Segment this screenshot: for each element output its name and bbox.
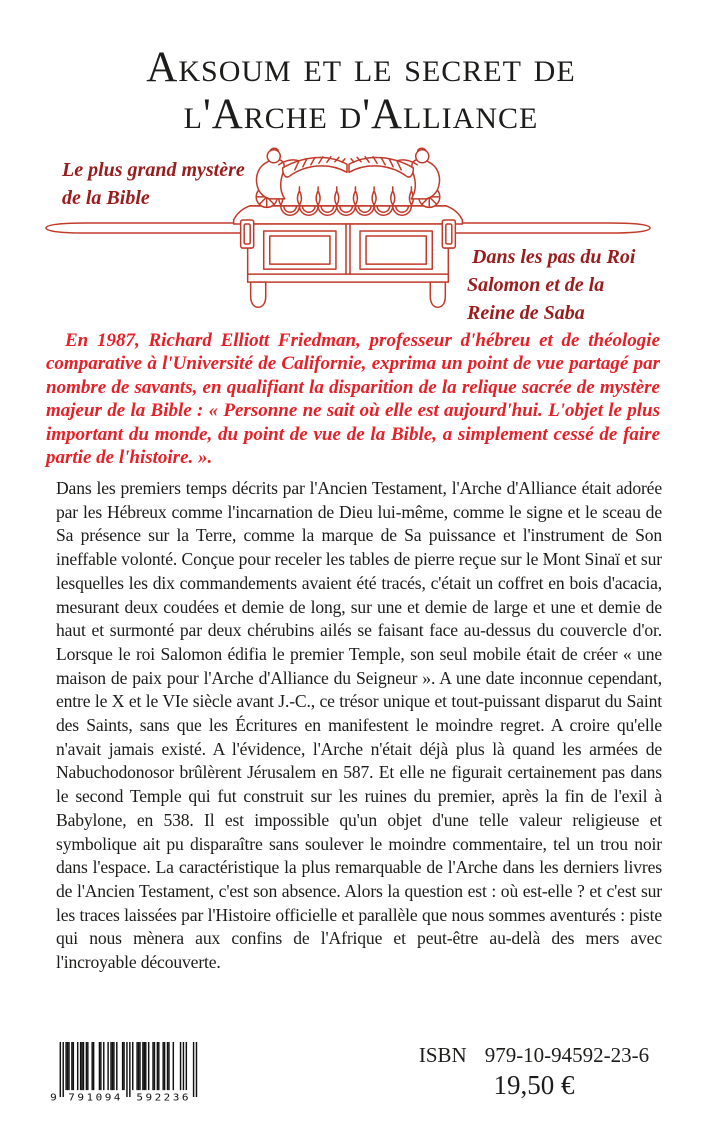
tagline-right-line-3: Reine de Saba (467, 302, 585, 324)
tagline-left-line-2: de la Bible (62, 187, 150, 209)
ark-chest (234, 206, 463, 307)
barcode-digits-left: 791094 (68, 1092, 121, 1102)
tagline-right-line-1: Dans les pas du Roi (472, 246, 636, 268)
price: 19,50 € (493, 1070, 575, 1100)
tagline-left (62, 156, 245, 212)
tagline-right-line-2: Salomon et de la (467, 274, 605, 296)
barcode (48, 1042, 206, 1104)
isbn-line (396, 1043, 672, 1067)
ark-pole-left (46, 223, 249, 233)
ark-pole-right (447, 223, 650, 233)
barcode-digits-right: 592236 (136, 1092, 189, 1102)
quote-paragraph: En 1987, Richard Elliott Friedman, professeur d'hébreu et de théologie comparative à l'Université de Californie, exprima un point de vue partagé par nombre de savants, en qualifiant la disparition de la relique sacrée de mystère majeur de la Bible : « Personne ne sait où elle est aujourd'hui. L'objet le plus important du monde, du point de vue de la Bible, a simplement cessé de faire partie de l'histoire. ». (46, 330, 660, 469)
tagline-right (467, 243, 635, 327)
title-line-1: Aksoum et le secret de (146, 44, 576, 91)
isbn-value: 979-10-94592-23-6 (484, 1043, 650, 1067)
page-title (0, 44, 722, 138)
title-line-2: l'Arche d'Alliance (183, 91, 539, 138)
barcode-digit-lead: 9 (50, 1092, 57, 1102)
barcode-bars (60, 1042, 198, 1097)
tagline-left-line-1: Le plus grand mystère (62, 159, 245, 181)
body-text: Dans les premiers temps décrits par l'Ancien Testament, l'Arche d'Alliance était adorée par les Hébreux comme l'incarnation de Dieu lui-même, comme le signe et le sceau de Sa présence sur la Terre, comme la marque de Sa puissance et l'instrument de Son ineffable volonté. Conçue pour receler les tables de pierre reçue sur le Mont Sinaï et sur lesquelles les dix commandements avaient été tracés, c'était un coffret en bois d'acacia, mesurant deux coudées et demie de long, sur une et demie de large et une et demie de haut et surmonté par deux chérubins ailés se faisant face au-dessus du couvercle d'or. Lorsque le roi Salomon édifia le premier Temple, son seul mobile était de créer « une maison de paix pour l'Arche d'Alliance du Seigneur ». A une date inconnue cependant, entre le X et le VIe siècle avant J.-C., ce trésor unique et tout-puissant disparut du Saint des Saints, sans que les Écritures en manifestent le moindre regret. A croire qu'elle n'avait jamais existé. A l'évidence, l'Arche n'était déjà plus là quand les armées de Nabuchodonosor brûlèrent Jérusalem en 587. Et elle ne figurait certainement pas dans le second Temple qui fut construit sur les ruines du premier, après la fin de l'exil à Babylone, en 538. Il est impossible qu'un objet d'une telle valeur religieuse et symbolique ait pu disparaître sans soulever le moindre commentaire, tel un trou noir dans l'espace. La caractéristique la plus remarquable de l'Arche dans les derniers livres de l'Ancien Testament, c'est son absence. Alors la question est : où est-elle ? et c'est sur les traces laissées par l'Histoire officielle et parallèle que nous sommes aventurés : piste qui nous mènera aux confins de l'Afrique et peut-être au-delà des mers avec l'incroyable découverte. (56, 478, 662, 973)
isbn-label: ISBN (418, 1043, 467, 1067)
pricing-block (396, 1043, 672, 1100)
